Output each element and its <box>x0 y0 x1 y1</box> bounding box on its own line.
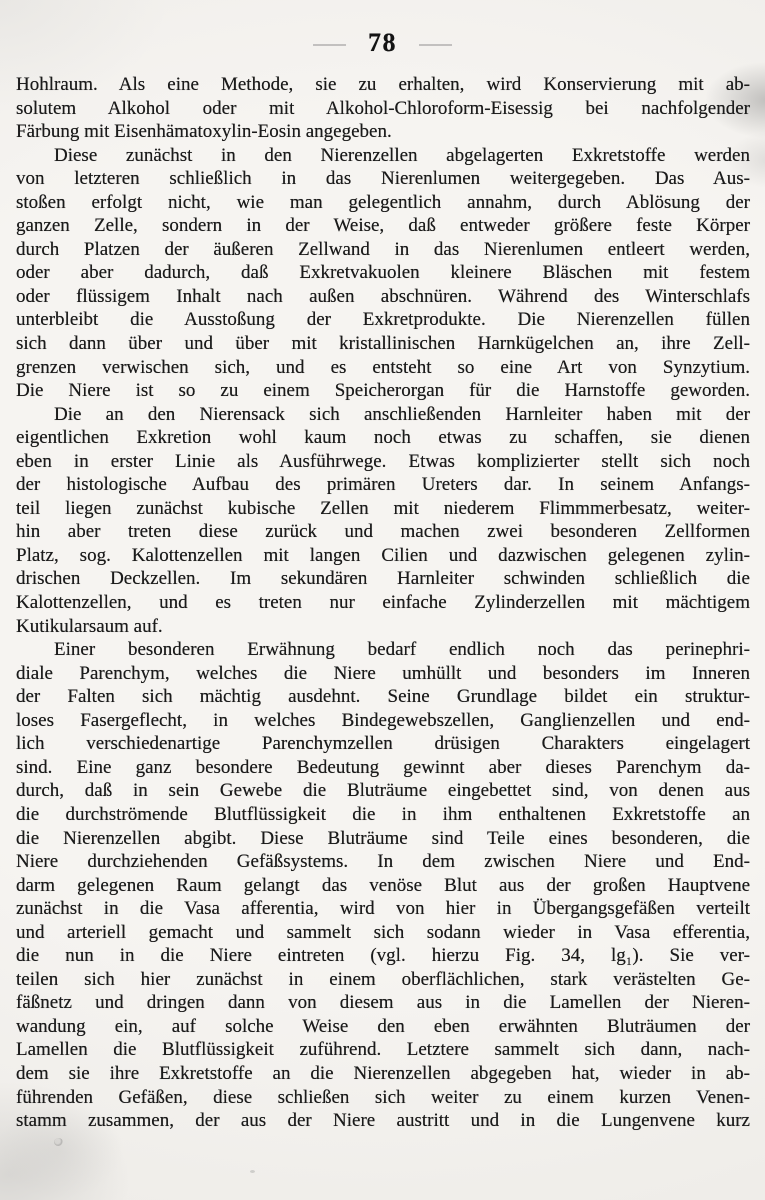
text-line: teilen sich hier zunächst in einem oberflächlichen, stark verästelten Ge- <box>16 968 750 990</box>
text-line: oder flüssigem Inhalt nach außen abschnüren. Während des Winterschlafs <box>16 285 750 307</box>
text-line: Die Niere ist so zu einem Speicherorgan für die Harnstoffe geworden. <box>16 380 750 402</box>
text-line: Platz, sog. Kalottenzellen mit langen Cilien und dazwischen gelegenen zylin- <box>16 544 750 566</box>
text-line: eigentlichen Exkretion wohl kaum noch etwas zu schaffen, sie dienen <box>16 427 750 449</box>
text-line: durch, daß in sein Gewebe die Bluträume eingebettet sind, von denen aus <box>16 780 750 802</box>
text-line: unterbleibt die Ausstoßung der Exkretprodukte. Die Nierenzellen füllen <box>16 309 750 331</box>
paper-speck <box>54 1138 63 1146</box>
page-header <box>0 30 765 56</box>
text-line: oder aber dadurch, daß Exkretvakuolen kleinere Bläschen mit festem <box>16 262 750 284</box>
text-line: Diese zunächst in den Nierenzellen abgelagerten Exkretstoffe werden <box>54 144 750 166</box>
page-number: 78 <box>368 28 397 57</box>
text-line: hin aber treten diese zurück und machen zwei besonderen Zellformen <box>16 521 750 543</box>
text-line: solutem Alkohol oder mit Alkohol-Chloroform-Eisessig bei nachfolgender <box>16 97 750 119</box>
text-line: Niere durchziehenden Gefäßsystems. In dem zwischen Niere und End- <box>16 851 750 873</box>
text-line: drischen Deckzellen. Im sekundären Harnleiter schwinden schließlich die <box>16 568 750 590</box>
text-line: Kutikularsaum auf. <box>16 615 163 637</box>
text-line: Die an den Nierensack sich anschließenden Harnleiter haben mit der <box>54 403 750 425</box>
text-line: der histologische Aufbau des primären Ureters dar. In seinem Anfangs- <box>16 474 750 496</box>
paper-speck <box>250 1170 255 1173</box>
text-line: Hohlraum. Als eine Methode, sie zu erhalten, wird Konservierung mit ab- <box>16 74 750 95</box>
text-line: eben in erster Linie als Ausführwege. Etwas komplizierter stellt sich noch <box>16 450 750 472</box>
page-text <box>16 73 750 1133</box>
text-line: die Nierenzellen abgibt. Diese Bluträume sind Teile eines besonderen, die <box>16 827 750 849</box>
text-line: dem sie ihre Exkretstoffe an die Nierenzellen abgegeben hat, wieder in ab- <box>16 1062 750 1084</box>
text-line: ganzen Zelle, sondern in der Weise, daß entweder größere feste Körper <box>16 215 750 237</box>
text-line: durch Platzen der äußeren Zellwand in das Nierenlumen entleert werden, <box>16 238 750 260</box>
header-dash-right: — <box>419 31 452 54</box>
text-line: grenzen verwischen sich, und es entsteht so eine Art von Synzytium. <box>16 356 750 378</box>
text-line: sich dann über und über mit kristallinischen Harnkügelchen an, ihre Zell- <box>16 333 750 355</box>
text-line: teil liegen zunächst kubische Zellen mit niederem Flimmmerbesatz, weiter- <box>16 497 750 519</box>
text-line: Einer besonderen Erwähnung bedarf endlich noch das perinephri- <box>54 639 750 661</box>
text-line: loses Fasergeflecht, in welches Bindegewebszellen, Ganglienzellen und end- <box>16 709 750 731</box>
text-line: lich verschiedenartige Parenchymzellen drüsigen Charakters eingelagert <box>16 733 750 755</box>
text-line: der Falten sich mächtig ausdehnt. Seine Grundlage bildet ein struktur- <box>16 686 750 708</box>
text-line: die nun in die Niere eintreten (vgl. hierzu Fig. 34, lg₁). Sie ver- <box>16 945 750 967</box>
text-line: von letzteren schließlich in das Nierenlumen weitergegeben. Das Aus- <box>16 168 750 190</box>
text-line: fäßnetz und dringen dann von diesem aus in die Lamellen der Nieren- <box>16 992 750 1014</box>
text-line: darm gelegenen Raum gelangt das venöse Blut aus der großen Hauptvene <box>16 874 750 896</box>
text-line: zunächst in die Vasa afferentia, wird von hier in Übergangsgefäßen verteilt <box>16 898 750 920</box>
text-line: und arteriell gemacht und sammelt sich sodann wieder in Vasa efferentia, <box>16 921 750 943</box>
text-line: Färbung mit Eisenhämatoxylin-Eosin angegeben. <box>16 121 392 143</box>
text-line: Lamellen die Blutflüssigkeit zuführend. Letztere sammelt sich dann, nach- <box>16 1039 750 1061</box>
text-line: sind. Eine ganz besondere Bedeutung gewinnt aber dieses Parenchym da- <box>16 756 750 778</box>
text-line: die durchströmende Blutflüssigkeit die in ihm enthaltenen Exkretstoffe an <box>16 803 750 825</box>
text-line: diale Parenchym, welches die Niere umhüllt und besonders im Inneren <box>16 662 750 684</box>
text-line: stamm zusammen, der aus der Niere austritt und in die Lungenvene kurz <box>16 1110 750 1132</box>
text-line: führenden Gefäßen, diese schließen sich weiter zu einem kurzen Venen- <box>16 1086 750 1108</box>
header-dash-left: — <box>313 31 346 54</box>
text-line: Kalottenzellen, und es treten nur einfache Zylinderzellen mit mächtigem <box>16 592 750 614</box>
text-line: stoßen erfolgt nicht, wie man gelegentlich annahm, durch Ablösung der <box>16 191 750 213</box>
text-line: wandung ein, auf solche Weise den eben erwähnten Bluträumen der <box>16 1015 750 1037</box>
